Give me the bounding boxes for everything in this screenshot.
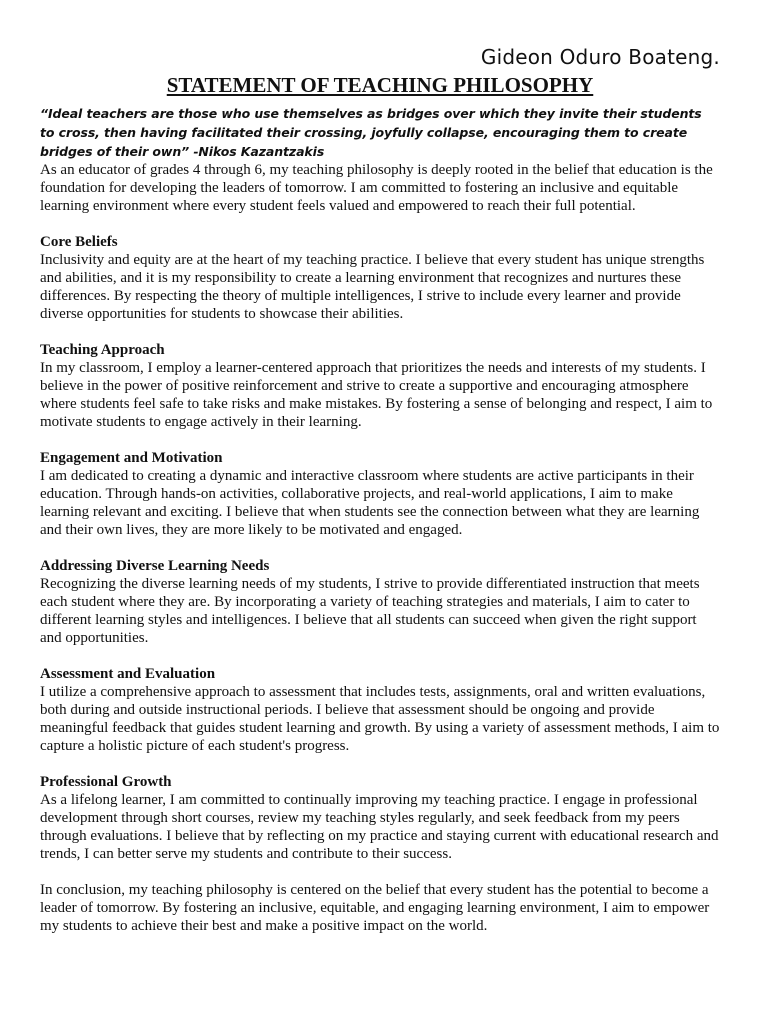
section-heading: Assessment and Evaluation [40,666,216,682]
section-body: In my classroom, I employ a learner-centered approach that prioritizes the needs and interests of my students. I believe in the power of positive reinforcement and strive to create a supportive and encouraging atmosphere where students feel safe to take risks and make mistakes. By fostering a sense of belonging and respect, I aim to motivate students to engage actively in their learning. [40,360,713,430]
section-assessment-evaluation [40,665,720,755]
document-title: STATEMENT OF TEACHING PHILOSOPHY [166,73,594,97]
author-name: Gideon Oduro Boateng. [480,45,720,69]
section-engagement-motivation [40,449,720,539]
section-body: I utilize a comprehensive approach to assessment that includes tests, assignments, oral and written evaluations, both during and outside instructional periods. I believe that assessment should be ongoing and provide meaningful feedback that guides student learning and growth. By using a variety of assessment methods, I aim to capture a holistic picture of each student's progress. [40,684,720,754]
section-body: Recognizing the diverse learning needs of my students, I strive to provide differentiated instruction that meets each student where they are. By incorporating a variety of teaching strategies and materials, I aim to cater to different learning styles and intelligences. I believe that all students can succeed when given the right support and opportunities. [40,576,700,646]
section-diverse-learning-needs [40,557,720,647]
section-professional-growth [40,773,720,863]
conclusion-paragraph: In conclusion, my teaching philosophy is centered on the belief that every student has the potential to become a leader of tomorrow. By fostering an inclusive, equitable, and engaging learning environment, I aim to empower my students to achieve their best and make a positive impact on the world. [40,882,710,934]
section-core-beliefs [40,233,720,323]
intro-paragraph: As an educator of grades 4 through 6, my teaching philosophy is deeply rooted in the belief that education is the foundation for developing the leaders of tomorrow. I am committed to fostering an inclusive and equitable learning environment where every student feels valued and empowered to reach their full potential. [40,162,713,214]
opening-quote: “Ideal teachers are those who use themselves as bridges over which they invite their students to cross, then having facilitated their crossing, joyfully collapse, encouraging them to create bridges of their own” -Nikos Kazantzakis [40,106,702,159]
section-body: As a lifelong learner, I am committed to continually improving my teaching practice. I engage in professional development through short courses, review my teaching styles regularly, and seek feedback from my peers through evaluations. I believe that by reflecting on my practice and staying current with educational research and trends, I can better serve my students and contribute to their success. [40,792,719,862]
section-heading: Professional Growth [40,774,172,790]
section-body: Inclusivity and equity are at the heart of my teaching practice. I believe that every student has unique strengths and abilities, and it is my responsibility to create a learning environment that recognizes and nurtures these differences. By respecting the theory of multiple intelligences, I strive to include every learner and provide diverse opportunities for students to showcase their abilities. [40,252,705,322]
section-heading: Core Beliefs [40,234,118,250]
section-teaching-approach [40,341,720,431]
document-page [40,44,720,935]
section-heading: Teaching Approach [40,342,165,358]
section-body: I am dedicated to creating a dynamic and interactive classroom where students are active participants in their education. Through hands-on activities, collaborative projects, and real-world applications, I aim to make learning relevant and exciting. I believe that when students see the connection between what they are learning and their own lives, they are more likely to be motivated and engaged. [40,468,700,538]
section-heading: Engagement and Motivation [40,450,223,466]
section-heading: Addressing Diverse Learning Needs [40,558,270,574]
